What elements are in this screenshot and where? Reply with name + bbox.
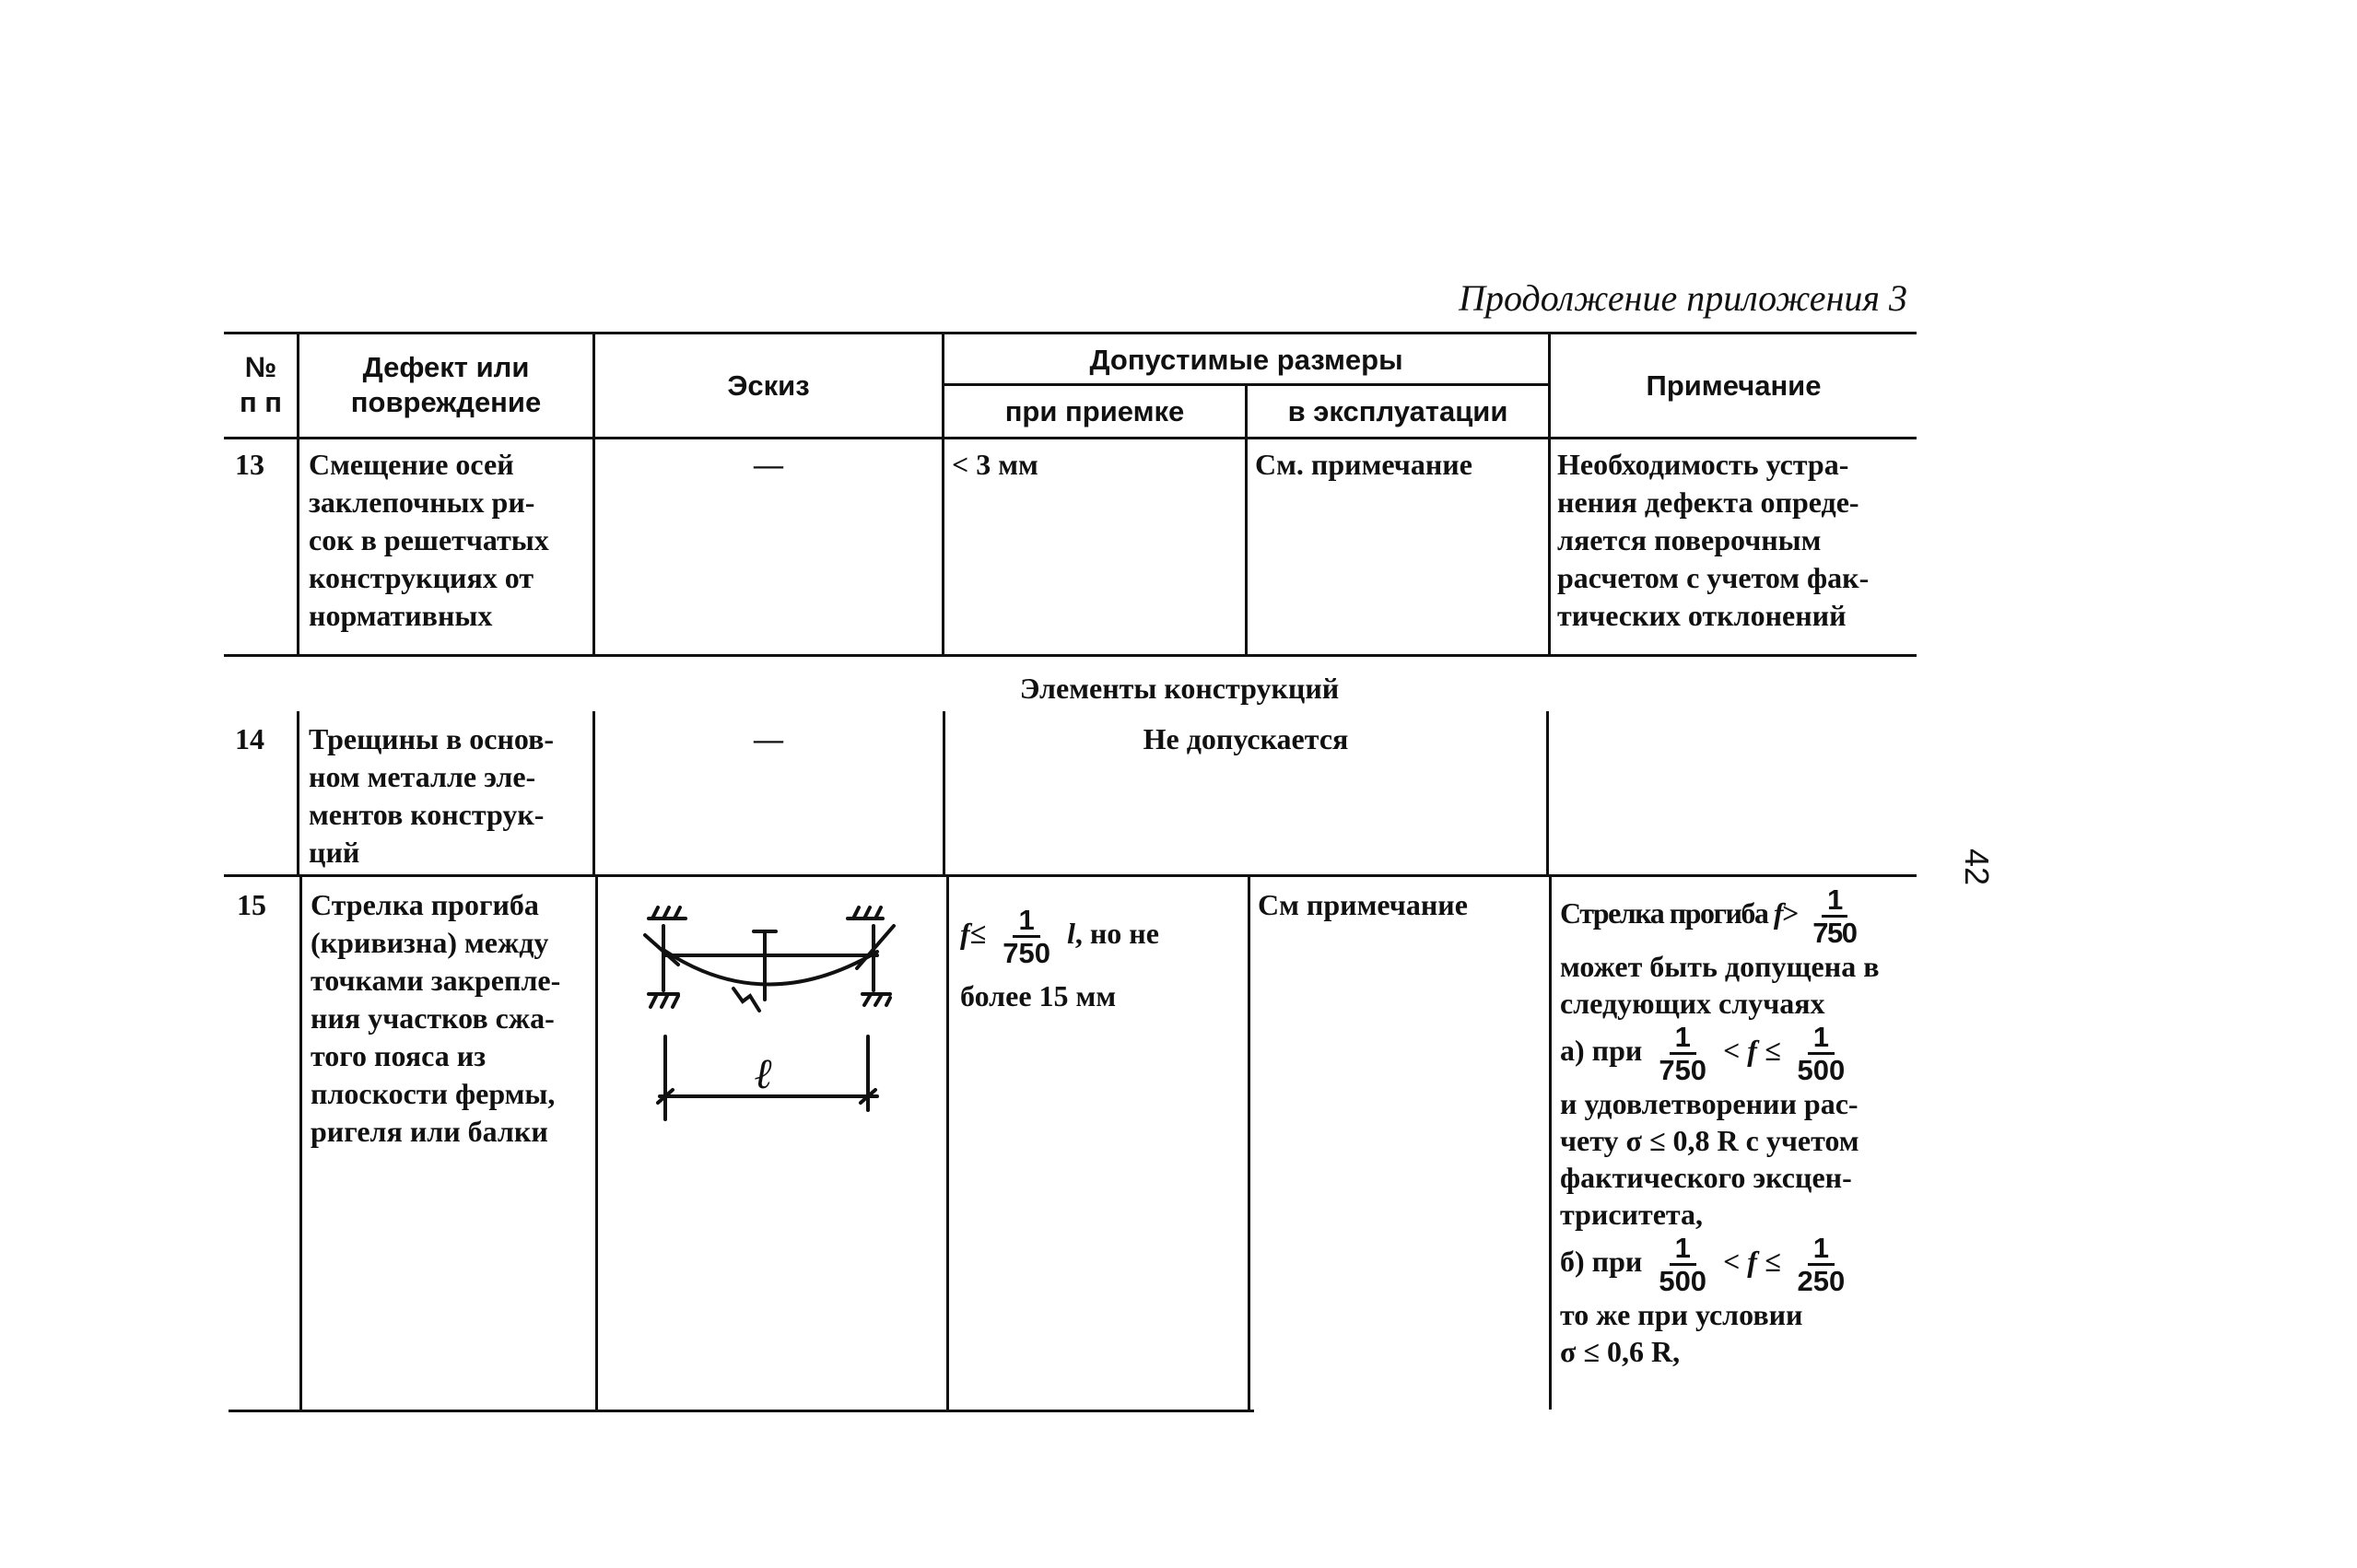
row13-sketch: — xyxy=(754,448,783,481)
row14-bottom-border xyxy=(224,874,1917,877)
section-title: Элементы конструкций xyxy=(1019,672,1340,705)
note-line-11: σ ≤ 0,6 R, xyxy=(1560,1335,1681,1368)
row15-num: 15 xyxy=(237,888,266,921)
continuation-title: Продолжение приложения 3 xyxy=(1459,277,1907,319)
header-defect: Дефект или повреждение xyxy=(350,351,542,418)
fraction: $\frac{1}{250}$ xyxy=(1797,1232,1846,1297)
fraction: $\frac{1}{500}$ xyxy=(1797,1021,1846,1086)
col-line-1-r15 xyxy=(299,874,302,1410)
table-top-border xyxy=(224,332,1917,334)
col-line-2-r15 xyxy=(595,874,598,1410)
deflection-sketch xyxy=(636,898,903,1138)
row14-allowed: Не допускается xyxy=(1143,722,1349,755)
row15-acceptance-formula: f≤ $\frac{1}{750}$ l, но не xyxy=(960,904,1159,969)
col-line-3 xyxy=(942,332,944,654)
note-line-7: фактического эксцен- xyxy=(1560,1161,1852,1194)
row15-defect: Стрелка прогиба (кривизна) между точками закрепле- ния участков сжа- того пояса из плоскости фермы, ригеля или балки xyxy=(311,888,561,1148)
row14-defect: Трещины в основ- ном металле эле- ментов конструк- ций xyxy=(309,722,555,869)
row15-operation: См примечание xyxy=(1258,888,1468,921)
row15-note xyxy=(1560,884,1917,1370)
col-line-1-r14 xyxy=(297,711,299,874)
row15-bottom-border xyxy=(229,1410,1254,1412)
note-line-8: триситета, xyxy=(1560,1198,1704,1231)
header-allowed: Допустимые размеры xyxy=(1089,344,1403,376)
fraction: $\frac{1}{750}$ xyxy=(1659,1021,1707,1086)
sketch-span-label: ℓ xyxy=(754,1050,772,1097)
col-line-5-r15 xyxy=(1549,874,1552,1410)
row13-num: 13 xyxy=(235,448,264,481)
row14-sketch: — xyxy=(754,722,783,755)
note-case-b: б) при $\frac{1}{500}$ < f ≤ $\frac{1}{250}$ xyxy=(1560,1233,1917,1296)
header-sketch: Эскиз xyxy=(727,369,810,402)
row15-acceptance xyxy=(960,905,1246,1014)
row13-note: Необходимость устра- нения дефекта опреде- ляется поверочным расчетом с учетом фак- тических отклонений xyxy=(1557,448,1870,632)
row15-acceptance-line2: более 15 мм xyxy=(960,979,1117,1012)
col-line-4-r15 xyxy=(1248,874,1250,1410)
row13-acceptance: < 3 мм xyxy=(952,448,1038,481)
header-num: № п п xyxy=(239,351,283,418)
note-line-10: то же при условии xyxy=(1560,1298,1803,1331)
page-number: 42 xyxy=(1958,848,1996,886)
row13-bottom-border xyxy=(224,654,1917,657)
note-line-6: чету σ ≤ 0,8 R с учетом xyxy=(1560,1124,1859,1157)
row14-num: 14 xyxy=(235,722,264,755)
col-line-3-r15 xyxy=(946,874,949,1410)
header-bottom-border xyxy=(224,437,1917,439)
note-line-3: следующих случаях xyxy=(1560,987,1825,1020)
row13-defect: Смещение осей заклепочных ри- сок в решетчатых конструкциях от нормативных xyxy=(309,448,549,632)
note-case-a: а) при $\frac{1}{750}$ < f ≤ $\frac{1}{500}$ xyxy=(1560,1022,1917,1085)
note-line-5: и удовлетворении рас- xyxy=(1560,1087,1859,1120)
header-acceptance: при приемке xyxy=(1004,395,1185,427)
header-note: Примечание xyxy=(1646,369,1822,402)
note-line-2: может быть допущена в xyxy=(1560,950,1880,983)
fraction: $\frac{1}{500}$ xyxy=(1659,1232,1707,1297)
fraction: $\frac{1}{750}$ xyxy=(1003,904,1050,969)
note-line-1: Стрелка прогиба f> $\frac{1}{750}$ xyxy=(1560,884,1917,948)
header-operation: в эксплуатации xyxy=(1287,395,1508,427)
fraction: $\frac{1}{750}$ xyxy=(1812,883,1857,949)
row13-operation: См. примечание xyxy=(1255,448,1472,481)
col-line-5-r14 xyxy=(1546,711,1549,874)
